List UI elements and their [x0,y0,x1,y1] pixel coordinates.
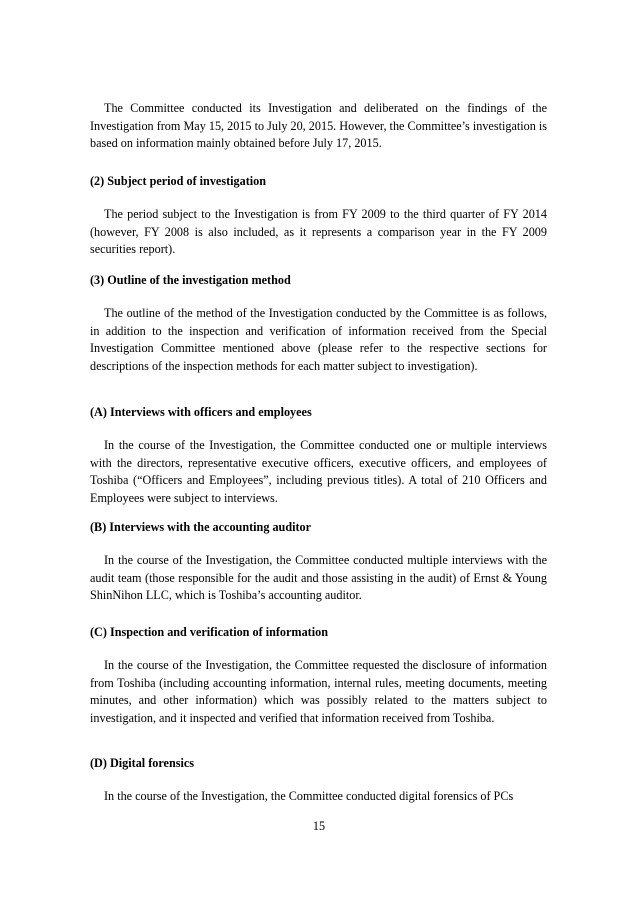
heading-subject-period [90,173,547,191]
heading-digital-forensics [90,755,547,773]
page-number: 15 [312,819,326,833]
paragraph-text: The period subject to the Investigation is from FY 2009 to the third quarter of FY 2014 (however, FY 2008 is also included, as it represents a comparison year in the FY 2009 securities report). [90,207,547,257]
section-heading: (B) Interviews with the accounting auditor [90,520,312,534]
paragraph-interviews-officers [90,437,547,507]
paragraph-text: In the course of the Investigation, the Committee requested the disclosure of information from Toshiba (including accounting information, internal rules, meeting documents, meeting minutes, and other information) which was possibly related to the matters subject to investigation, and it inspected and verified that information received from Toshiba. [90,658,547,725]
paragraph-subject-period [90,206,547,259]
paragraph-digital-forensics [90,788,547,806]
paragraph-inspection-verification [90,657,547,727]
heading-inspection-verification [90,624,547,642]
heading-interviews-auditor [90,519,547,537]
section-heading: (A) Interviews with officers and employees [90,405,312,419]
paragraph-interviews-auditor [90,552,547,605]
paragraph-text: In the course of the Investigation, the Committee conducted one or multiple interviews with the directors, representative executive officers, executive officers, and employees of Toshiba (“Officers and Employees”, including previous titles). A total of 210 Officers and Employees were subject to interviews. [90,438,547,505]
section-heading: (C) Inspection and verification of information [90,625,328,639]
paragraph-outline-method [90,305,547,375]
paragraph-text: In the course of the Investigation, the Committee conducted multiple interviews with the audit team (those responsible for the audit and those assisting in the audit) of Ernst & Young ShinNihon LLC, which is Toshiba’s accounting auditor. [90,553,547,603]
paragraph-text: In the course of the Investigation, the Committee conducted digital forensics of PCs [104,789,514,803]
paragraph-text: The Committee conducted its Investigation and deliberated on the findings of the Investigation from May 15, 2015 to July 20, 2015. However, the Committee’s investigation is based on information mainly obtained before July 17, 2015. [90,101,547,151]
section-heading: (3) Outline of the investigation method [90,273,291,287]
heading-outline-method [90,272,547,290]
paragraph-text: The outline of the method of the Investigation conducted by the Committee is as follows, in addition to the inspection and verification of information received from the Special Investigation Committee mentioned above (please refer to the respective sections for descriptions of the inspection methods for each matter subject to investigation). [90,306,547,373]
paragraph-investigation-dates [90,100,547,153]
section-heading: (2) Subject period of investigation [90,174,267,188]
heading-interviews-officers [90,404,547,422]
section-heading: (D) Digital forensics [90,756,195,770]
